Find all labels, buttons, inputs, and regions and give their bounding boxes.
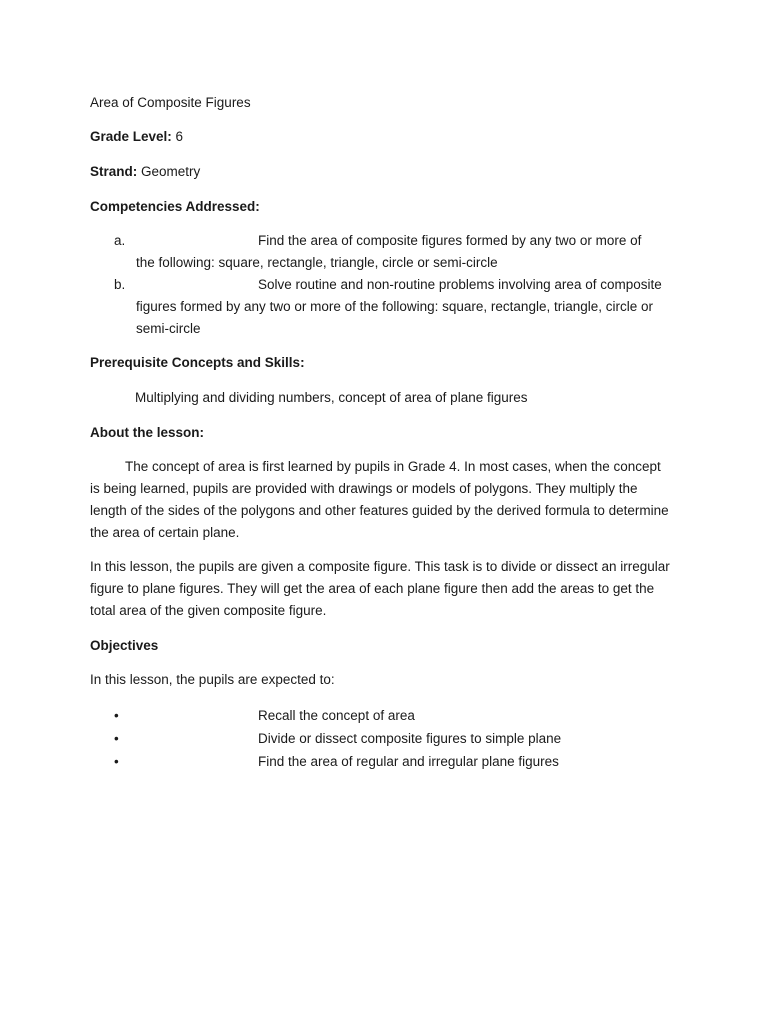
competency-a-marker: a. (114, 233, 126, 248)
about-paragraph-2: In this lesson, the pupils are given a composite figure. This task is to divide or dissect an irregular figure to plane figures. They will get the area of each plane figure then add the areas to get the total area of the given composite figure. (90, 559, 670, 618)
strand-label: Strand: (90, 164, 138, 179)
bullet-icon: • (114, 754, 119, 769)
competency-b-marker: b. (114, 277, 126, 292)
grade-level-label: Grade Level: (90, 129, 172, 144)
prereq-heading: Prerequisite Concepts and Skills: (90, 355, 305, 370)
objective-item: Divide or dissect composite figures to simple plane (258, 731, 562, 746)
objectives-heading: Objectives (90, 638, 159, 653)
competency-b-line3: semi-circle (136, 321, 201, 336)
grade-level-value: 6 (171, 129, 184, 144)
objective-item: Find the area of regular and irregular plane figures (258, 754, 559, 769)
competencies-heading: Competencies Addressed: (90, 199, 260, 214)
competency-b-line1: Solve routine and non-routine problems involving area of composite (258, 277, 662, 292)
strand-value: Geometry (137, 164, 201, 179)
objectives-intro: In this lesson, the pupils are expected to: (90, 672, 335, 687)
competency-a-line2: the following: square, rectangle, triangle, circle or semi-circle (136, 255, 498, 270)
about-paragraph-1 (90, 456, 670, 544)
about-paragraph-1-text: The concept of area is first learned by pupils in Grade 4. In most cases, when the concept is being learned, pupils are provided with drawings or models of polygons. They multiply the length of the sides of the polygons and other features guided by the derived formula to determine the area of certain plane. (90, 459, 669, 540)
prereq-text: Multiplying and dividing numbers, concept of area of plane figures (135, 390, 528, 405)
grade-level-line (90, 128, 183, 146)
objective-item: Recall the concept of area (258, 708, 415, 723)
document-title: Area of Composite Figures (90, 95, 251, 110)
competency-b-line2: figures formed by any two or more of the following: square, rectangle, triangle, circle or (136, 299, 653, 314)
bullet-icon: • (114, 731, 119, 746)
competency-a-line1: Find the area of composite figures formed by any two or more of (258, 233, 642, 248)
bullet-icon: • (114, 708, 119, 723)
strand-line (90, 163, 200, 181)
about-heading: About the lesson: (90, 425, 204, 440)
